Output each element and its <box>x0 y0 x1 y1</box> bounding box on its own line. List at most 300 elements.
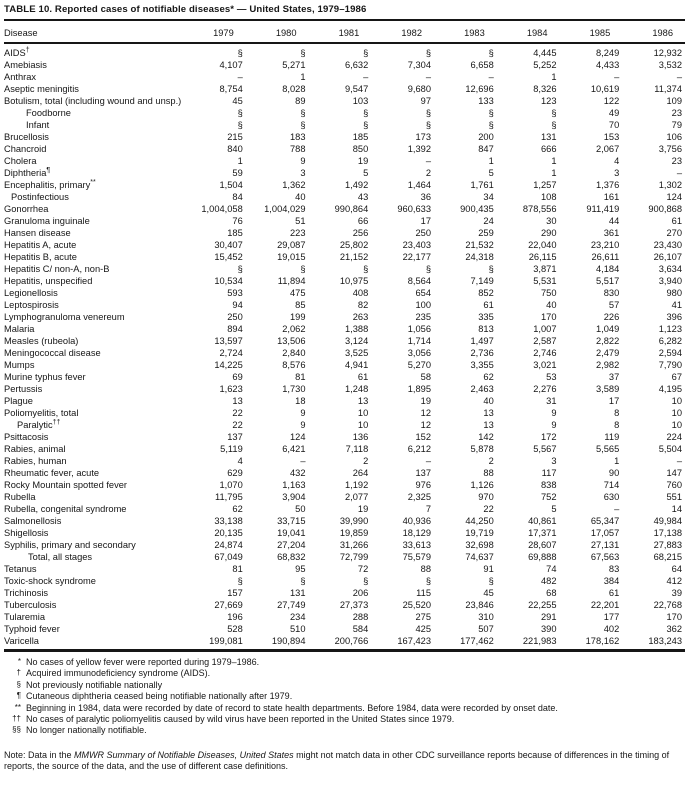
case-count-cell: § <box>551 120 557 130</box>
case-count-cell: 551 <box>666 492 682 502</box>
case-count-cell: 3,940 <box>658 276 682 286</box>
footnote-text: Beginning in 1984, data were recorded by date of record to state health departments. Before 1984, data were recorded by onset date. <box>26 702 558 713</box>
table-row <box>4 431 685 443</box>
table-title: TABLE 10. Reported cases of notifiable diseases* — United States, 1979–1986 <box>4 3 685 21</box>
case-count-cell: 61 <box>483 300 494 310</box>
case-count-cell: § <box>300 108 306 118</box>
case-count-cell: 1,004,058 <box>201 204 243 214</box>
case-count-cell: 3 <box>551 456 557 466</box>
case-count-cell: 8,576 <box>282 360 306 370</box>
column-header-year: 1983 <box>434 21 497 43</box>
table-header-row <box>4 21 685 43</box>
case-count-cell: 74 <box>546 564 557 574</box>
case-count-cell: 30 <box>546 216 557 226</box>
table-row <box>4 443 685 455</box>
case-count-cell: – <box>614 504 620 514</box>
table-row <box>4 299 685 311</box>
case-count-cell: 9,547 <box>344 84 369 94</box>
case-count-cell: 2 <box>363 456 369 466</box>
case-count-cell: 5,531 <box>533 276 557 286</box>
case-count-cell: 3,904 <box>282 492 306 502</box>
table-row <box>4 359 685 371</box>
case-count-cell: 3,756 <box>658 144 682 154</box>
case-count-cell: – <box>425 72 431 82</box>
case-count-cell: 1,714 <box>407 336 431 346</box>
case-count-cell: 970 <box>478 492 494 502</box>
case-count-cell: 22 <box>232 420 243 430</box>
case-count-cell: 41 <box>671 300 682 310</box>
case-count-cell: 2,746 <box>533 348 557 358</box>
case-count-cell: 19 <box>357 504 369 514</box>
table-row <box>4 71 685 83</box>
disease-name: Tularemia <box>4 612 45 622</box>
case-count-cell: 76 <box>232 216 243 226</box>
case-count-cell: 20,135 <box>214 528 243 538</box>
case-count-cell: 528 <box>227 624 243 634</box>
disease-name: Lymphogranuloma venereum <box>4 312 125 322</box>
case-count-cell: 8 <box>614 420 620 430</box>
case-count-cell: 22,255 <box>528 600 557 610</box>
footnote-reference-marker: ¶ <box>46 167 51 174</box>
case-count-cell: 39,990 <box>339 516 369 526</box>
case-count-cell: 27,373 <box>339 600 369 610</box>
table-row <box>4 131 685 143</box>
column-header-year: 1982 <box>371 21 434 43</box>
case-count-cell: 5,252 <box>533 60 557 70</box>
disease-name: Pertussis <box>4 384 43 394</box>
table-row <box>4 455 685 467</box>
case-count-cell: 1,623 <box>219 384 243 394</box>
case-count-cell: 117 <box>541 468 557 478</box>
case-count-cell: 45 <box>483 588 494 598</box>
case-count-cell: 34 <box>483 192 494 202</box>
column-header-year: 1984 <box>497 21 560 43</box>
case-count-cell: § <box>425 264 431 274</box>
case-count-cell: 1,492 <box>344 180 369 190</box>
case-count-cell: 9 <box>551 408 557 418</box>
case-count-cell: 1,248 <box>344 384 369 394</box>
case-count-cell: 7,149 <box>470 276 494 286</box>
case-count-cell: 270 <box>666 228 682 238</box>
case-count-cell: 1,123 <box>658 324 682 334</box>
case-count-cell: 109 <box>666 96 682 106</box>
case-count-cell: 67,049 <box>214 552 243 562</box>
case-count-cell: 40 <box>295 192 306 202</box>
case-count-cell: 7 <box>425 504 431 514</box>
case-count-cell: 17,371 <box>528 528 557 538</box>
table-row <box>4 155 685 167</box>
case-count-cell: 250 <box>227 312 243 322</box>
footnote <box>4 725 685 736</box>
disease-name: Total, all stages <box>28 552 93 562</box>
case-count-cell: 108 <box>540 192 557 202</box>
case-count-cell: 147 <box>666 468 682 478</box>
case-count-cell: 69 <box>232 372 243 382</box>
case-count-cell: 15,452 <box>214 252 243 262</box>
case-count-cell: 11,374 <box>654 84 682 94</box>
table-row <box>4 611 685 623</box>
case-count-cell: 68 <box>546 588 557 598</box>
case-count-cell: 1,730 <box>282 384 306 394</box>
case-count-cell: 190,894 <box>271 636 306 646</box>
table-row <box>4 191 685 203</box>
case-count-cell: 1 <box>551 156 557 166</box>
case-count-cell: 894 <box>227 324 243 334</box>
case-count-cell: 25,802 <box>339 240 369 250</box>
case-count-cell: 5,567 <box>533 444 557 454</box>
case-count-cell: 4,941 <box>344 360 369 370</box>
case-count-cell: 199 <box>289 312 306 322</box>
case-count-cell: 57 <box>608 300 620 310</box>
column-header-year: 1979 <box>183 21 246 43</box>
case-count-cell: 235 <box>415 312 431 322</box>
case-count-cell: § <box>237 48 243 58</box>
case-count-cell: 27,669 <box>214 600 243 610</box>
case-count-cell: 44 <box>608 216 620 226</box>
case-count-cell: 263 <box>352 312 369 322</box>
table-row <box>4 179 685 191</box>
case-count-cell: 49 <box>608 108 620 118</box>
case-count-cell: 97 <box>420 96 431 106</box>
case-count-cell: § <box>237 108 243 118</box>
case-count-cell: § <box>488 108 494 118</box>
case-count-cell: 152 <box>415 432 431 442</box>
case-count-cell: 1,007 <box>533 324 557 334</box>
case-count-cell: 5,565 <box>595 444 620 454</box>
case-count-cell: – <box>237 72 243 82</box>
case-count-cell: 976 <box>415 480 431 490</box>
footnote <box>4 657 685 668</box>
case-count-cell: – <box>676 456 682 466</box>
case-count-cell: 2,077 <box>344 492 369 502</box>
case-count-cell: 10,975 <box>339 276 369 286</box>
table-note <box>4 750 685 773</box>
case-count-cell: 1 <box>237 156 243 166</box>
disease-name: Diphtheria¶ <box>4 167 51 178</box>
disease-name: Hepatitis, unspecified <box>4 276 93 286</box>
case-count-cell: 18,129 <box>402 528 431 538</box>
case-count-cell: 58 <box>420 372 431 382</box>
case-count-cell: § <box>363 108 369 118</box>
case-count-cell: 177 <box>603 612 620 622</box>
table-body <box>4 43 685 651</box>
case-count-cell: 2 <box>425 168 431 178</box>
case-count-cell: 788 <box>289 144 306 154</box>
case-count-cell: 840 <box>227 144 243 154</box>
table-row <box>4 239 685 251</box>
table-row <box>4 491 685 503</box>
case-count-cell: 81 <box>295 372 306 382</box>
case-count-cell: 714 <box>603 480 620 490</box>
case-count-cell: 2,822 <box>595 336 620 346</box>
case-count-cell: 2 <box>488 456 494 466</box>
case-count-cell: 5,270 <box>407 360 431 370</box>
case-count-cell: 310 <box>478 612 494 622</box>
case-count-cell: 23,846 <box>465 600 494 610</box>
case-count-cell: 1 <box>488 156 494 166</box>
disease-name: Syphilis, primary and secondary <box>4 540 136 550</box>
case-count-cell: – <box>488 72 494 82</box>
case-count-cell: 654 <box>415 288 431 298</box>
table-row <box>4 215 685 227</box>
case-count-cell: 2,067 <box>595 144 620 154</box>
case-count-cell: 852 <box>478 288 494 298</box>
disease-name: Poliomyelitis, total <box>4 408 79 418</box>
case-count-cell: 115 <box>416 588 431 598</box>
case-count-cell: 23 <box>671 108 682 118</box>
case-count-cell: 291 <box>540 612 557 622</box>
case-count-cell: 17 <box>420 216 431 226</box>
table-row <box>4 551 685 563</box>
disease-name: Measles (rubeola) <box>4 336 79 346</box>
footnote-text: No cases of paralytic poliomyelitis caused by wild virus have been reported in the United States since 1979. <box>26 714 455 725</box>
case-count-cell: § <box>425 108 431 118</box>
case-count-cell: 813 <box>478 324 494 334</box>
footnote-reference-marker: † <box>25 46 30 54</box>
disease-name: Varicella <box>4 636 39 646</box>
table-row <box>4 59 685 71</box>
case-count-cell: 88 <box>483 468 494 478</box>
footnote <box>4 680 685 691</box>
case-count-cell: 172 <box>540 432 557 442</box>
case-count-cell: 10 <box>671 408 682 418</box>
case-count-cell: 960,633 <box>397 204 431 214</box>
column-header-disease: Disease <box>4 21 183 43</box>
case-count-cell: 19 <box>357 156 369 166</box>
case-count-cell: 23,210 <box>590 240 620 250</box>
case-count-cell: 6,282 <box>658 336 682 346</box>
note-publication-title: MMWR Summary of Notifiable Diseases, United States <box>74 749 294 760</box>
case-count-cell: 123 <box>540 96 557 106</box>
case-count-cell: 51 <box>295 216 306 226</box>
footnote-reference-marker: ** <box>90 179 96 186</box>
case-count-cell: 153 <box>603 132 620 142</box>
disease-name: Murine typhus fever <box>4 372 86 382</box>
case-count-cell: 6,421 <box>282 444 306 454</box>
case-count-cell: 3 <box>614 168 620 178</box>
disease-name: Botulism, total (including wound and unsp.) <box>4 96 182 106</box>
case-count-cell: 50 <box>295 504 306 514</box>
case-count-cell: 10 <box>357 420 369 430</box>
case-count-cell: – <box>425 456 431 466</box>
case-count-cell: 43 <box>357 192 369 202</box>
case-count-cell: 3,634 <box>658 264 682 274</box>
case-count-cell: 49,984 <box>653 516 682 526</box>
table-row <box>4 227 685 239</box>
case-count-cell: 94 <box>232 300 243 310</box>
table-row <box>4 599 685 611</box>
disease-name: Rheumatic fever, acute <box>4 468 100 478</box>
case-count-cell: 10,619 <box>590 84 620 94</box>
table-row <box>4 167 685 179</box>
case-count-cell: 6,632 <box>344 60 369 70</box>
disease-name: Hepatitis A, acute <box>4 240 77 250</box>
case-count-cell: 62 <box>483 372 494 382</box>
column-header-year: 1981 <box>309 21 372 43</box>
disease-name: Aseptic meningitis <box>4 84 79 94</box>
case-count-cell: 131 <box>289 588 306 598</box>
case-count-cell: 13 <box>232 396 243 406</box>
case-count-cell: 412 <box>666 576 682 586</box>
case-count-cell: 31 <box>546 396 557 406</box>
footnote <box>4 668 685 679</box>
case-count-cell: 1,464 <box>407 180 431 190</box>
table-row <box>4 83 685 95</box>
disease-name: Trichinosis <box>4 588 49 598</box>
case-count-cell: 256 <box>352 228 369 238</box>
case-count-cell: 53 <box>546 372 557 382</box>
case-count-cell: 30,407 <box>214 240 243 250</box>
case-count-cell: 1 <box>614 456 620 466</box>
case-count-cell: 61 <box>608 588 620 598</box>
case-count-cell: 1 <box>300 72 306 82</box>
case-count-cell: § <box>300 264 306 274</box>
case-count-cell: 131 <box>540 132 557 142</box>
case-count-cell: 61 <box>357 372 369 382</box>
case-count-cell: 3 <box>300 168 306 178</box>
disease-name: Chancroid <box>4 144 47 154</box>
case-count-cell: 89 <box>295 96 306 106</box>
footnote-text: No cases of yellow fever were reported during 1979–1986. <box>26 657 260 667</box>
case-count-cell: 21,152 <box>339 252 369 262</box>
case-count-cell: 275 <box>415 612 431 622</box>
case-count-cell: 185 <box>227 228 243 238</box>
case-count-cell: 223 <box>289 228 306 238</box>
case-count-cell: 12,696 <box>465 84 494 94</box>
disease-name: Rabies, animal <box>4 444 66 454</box>
case-count-cell: 22,177 <box>402 252 431 262</box>
disease-name: Infant <box>26 120 50 130</box>
case-count-cell: – <box>363 72 369 82</box>
table-row <box>4 587 685 599</box>
case-count-cell: 142 <box>478 432 494 442</box>
case-count-cell: § <box>363 576 369 586</box>
note-prefix: Note: Data in the <box>4 749 75 760</box>
table-row <box>4 503 685 515</box>
footnote <box>4 691 685 702</box>
case-count-cell: 2,724 <box>219 348 243 358</box>
case-count-cell: 12 <box>420 408 431 418</box>
column-header-year: 1980 <box>246 21 309 43</box>
table-row <box>4 95 685 107</box>
case-count-cell: 8,249 <box>595 48 620 58</box>
footnote <box>4 714 685 725</box>
case-count-cell: 18 <box>295 396 306 406</box>
case-count-cell: – <box>614 72 620 82</box>
case-count-cell: 22 <box>483 504 494 514</box>
case-count-cell: 8,028 <box>282 84 306 94</box>
case-count-cell: 33,613 <box>402 540 431 550</box>
case-count-cell: 17 <box>608 396 620 406</box>
disease-name: Tuberculosis <box>4 600 57 610</box>
disease-name: Shigellosis <box>4 528 49 538</box>
case-count-cell: 2,325 <box>407 492 431 502</box>
case-count-cell: 5,119 <box>220 444 243 454</box>
case-count-cell: 79 <box>671 120 682 130</box>
case-count-cell: 5 <box>488 168 494 178</box>
case-count-cell: 335 <box>478 312 494 322</box>
case-count-cell: § <box>300 48 306 58</box>
table-row <box>4 251 685 263</box>
case-count-cell: 14,225 <box>214 360 243 370</box>
case-count-cell: 32,698 <box>465 540 494 550</box>
case-count-cell: § <box>237 120 243 130</box>
case-count-cell: § <box>551 108 557 118</box>
case-count-cell: 74,637 <box>465 552 494 562</box>
case-count-cell: § <box>425 576 431 586</box>
disease-name: Postinfectious <box>11 192 69 202</box>
case-count-cell: 40 <box>483 396 494 406</box>
case-count-cell: § <box>300 120 306 130</box>
table-row <box>4 539 685 551</box>
case-count-cell: § <box>488 48 494 58</box>
disease-name: Rubella <box>4 492 36 502</box>
case-count-cell: 17,057 <box>590 528 620 538</box>
case-count-cell: 81 <box>232 564 243 574</box>
case-count-cell: 2,982 <box>595 360 620 370</box>
case-count-cell: 1,049 <box>595 324 620 334</box>
disease-name: Anthrax <box>4 72 37 82</box>
case-count-cell: 82 <box>357 300 369 310</box>
case-count-cell: § <box>363 264 369 274</box>
column-header-year: 1986 <box>622 21 685 43</box>
case-count-cell: 183,243 <box>648 636 682 646</box>
disease-name: Rabies, human <box>4 456 67 466</box>
disease-name: Foodborne <box>26 108 71 118</box>
case-count-cell: 264 <box>352 468 369 478</box>
case-count-cell: 584 <box>352 624 369 634</box>
case-count-cell: 10 <box>671 396 682 406</box>
case-count-cell: 68,832 <box>277 552 306 562</box>
case-count-cell: 44,250 <box>465 516 494 526</box>
case-count-cell: 21,532 <box>465 240 494 250</box>
case-count-cell: 362 <box>666 624 682 634</box>
table-row <box>4 635 685 651</box>
case-count-cell: § <box>237 264 243 274</box>
table-row <box>4 119 685 131</box>
case-count-cell: 8,326 <box>533 84 557 94</box>
case-count-cell: 72 <box>357 564 369 574</box>
case-count-cell: 64 <box>671 564 682 574</box>
table-header <box>4 21 685 43</box>
disease-name: Meningococcal disease <box>4 348 101 358</box>
case-count-cell: 33,715 <box>277 516 306 526</box>
case-count-cell: 183 <box>289 132 306 142</box>
disease-name: AIDS† <box>4 46 30 58</box>
table-row <box>4 623 685 635</box>
case-count-cell: 26,115 <box>528 252 557 262</box>
case-count-cell: 3,124 <box>344 336 369 346</box>
case-count-cell: 3,056 <box>407 348 431 358</box>
footnote-reference-marker: †† <box>52 419 61 426</box>
disease-name: Cholera <box>4 156 37 166</box>
case-count-cell: § <box>363 120 369 130</box>
disease-name: Amebiasis <box>4 60 47 70</box>
case-count-cell: 173 <box>415 132 431 142</box>
case-count-cell: 1,126 <box>470 480 494 490</box>
table-row <box>4 275 685 287</box>
case-count-cell: 26,611 <box>591 252 620 262</box>
case-count-cell: 361 <box>603 228 620 238</box>
case-count-cell: 911,419 <box>586 204 620 214</box>
column-header-year: 1985 <box>560 21 623 43</box>
case-count-cell: 124 <box>289 432 306 442</box>
case-count-cell: 215 <box>227 132 243 142</box>
case-count-cell: – <box>676 168 682 178</box>
case-count-cell: 72,799 <box>339 552 369 562</box>
case-count-cell: 2,736 <box>470 348 494 358</box>
case-count-cell: 67 <box>671 372 682 382</box>
